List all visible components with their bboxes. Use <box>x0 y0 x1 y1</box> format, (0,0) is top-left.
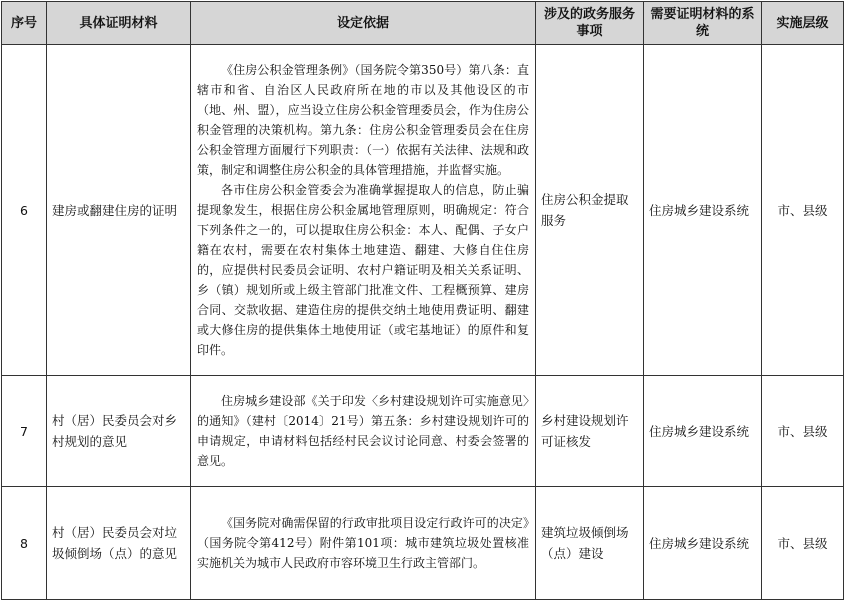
header-basis: 设定依据 <box>191 2 536 45</box>
row-service: 建筑垃圾倾倒场（点）建设 <box>536 487 644 600</box>
row-level: 市、县级 <box>762 376 844 487</box>
table-row <box>2 487 844 600</box>
row-service: 住房公积金提取服务 <box>536 45 644 376</box>
row-system: 住房城乡建设系统 <box>644 376 762 487</box>
row-material: 建房或翻建住房的证明 <box>47 45 191 376</box>
row-basis <box>191 376 536 487</box>
header-level: 实施层级 <box>762 2 844 45</box>
header-service: 涉及的政务服务事项 <box>536 2 644 45</box>
basis-paragraph: 《国务院对确需保留的行政审批项目设定行政许可的决定》（国务院令第412号）附件第101项：城市建筑垃圾处置核准实施机关为城市人民政府市容环境卫生行政主管部门。 <box>197 516 529 570</box>
row-basis <box>191 45 536 376</box>
header-material: 具体证明材料 <box>47 2 191 45</box>
header-row <box>2 2 844 45</box>
row-seq: 8 <box>2 487 47 600</box>
row-system: 住房城乡建设系统 <box>644 487 762 600</box>
row-material: 村（居）民委员会对乡村规划的意见 <box>47 376 191 487</box>
row-level: 市、县级 <box>762 45 844 376</box>
row-system: 住房城乡建设系统 <box>644 45 762 376</box>
basis-paragraph: 各市住房公积金管委会为准确掌握提取人的信息，防止骗提现象发生，根据住房公积金属地管理原则，明确规定：符合下列条件之一的，可以提取住房公积金：本人、配偶、子女户籍在农村，需要在农村集体土地建造、翻建、大修自住住房的，应提供村民委员会证明、农村户籍证明及相关关系证明、乡（镇）规划所或上级主管部门批准文件、工程概预算、建房合同、交款收据、建造住房的提供交纳土地使用费证明、翻建或大修住房的提供集体土地使用证（或宅基地证）的原件和复印件。 <box>197 183 529 357</box>
table-row <box>2 45 844 376</box>
row-basis <box>191 487 536 600</box>
basis-paragraph: 住房城乡建设部《关于印发〈乡村建设规划许可实施意见〉的通知》（建村〔2014〕21号）第五条：乡村建设规划许可的申请规定，申请材料包括经村民会议讨论同意、村委会签署的意见。 <box>197 394 529 468</box>
table-row <box>2 376 844 487</box>
basis-paragraph: 《住房公积金管理条例》（国务院令第350号）第八条：直辖市和省、自治区人民政府所在地的市以及其他设区的市（地、州、盟），应当设立住房公积金管理委员会，作为住房公积金管理的决策机构。第九条：住房公积金管理委员会在住房公积金管理方面履行下列职责：（一）依据有关法律、法规和政策，制定和调整住房公积金的具体管理措施，并监督实施。 <box>197 63 529 177</box>
row-material: 村（居）民委员会对垃圾倾倒场（点）的意见 <box>47 487 191 600</box>
header-system: 需要证明材料的系统 <box>644 2 762 45</box>
header-seq: 序号 <box>2 2 47 45</box>
row-level: 市、县级 <box>762 487 844 600</box>
row-seq: 6 <box>2 45 47 376</box>
row-service: 乡村建设规划许可证核发 <box>536 376 644 487</box>
certification-table <box>1 1 844 600</box>
row-seq: 7 <box>2 376 47 487</box>
